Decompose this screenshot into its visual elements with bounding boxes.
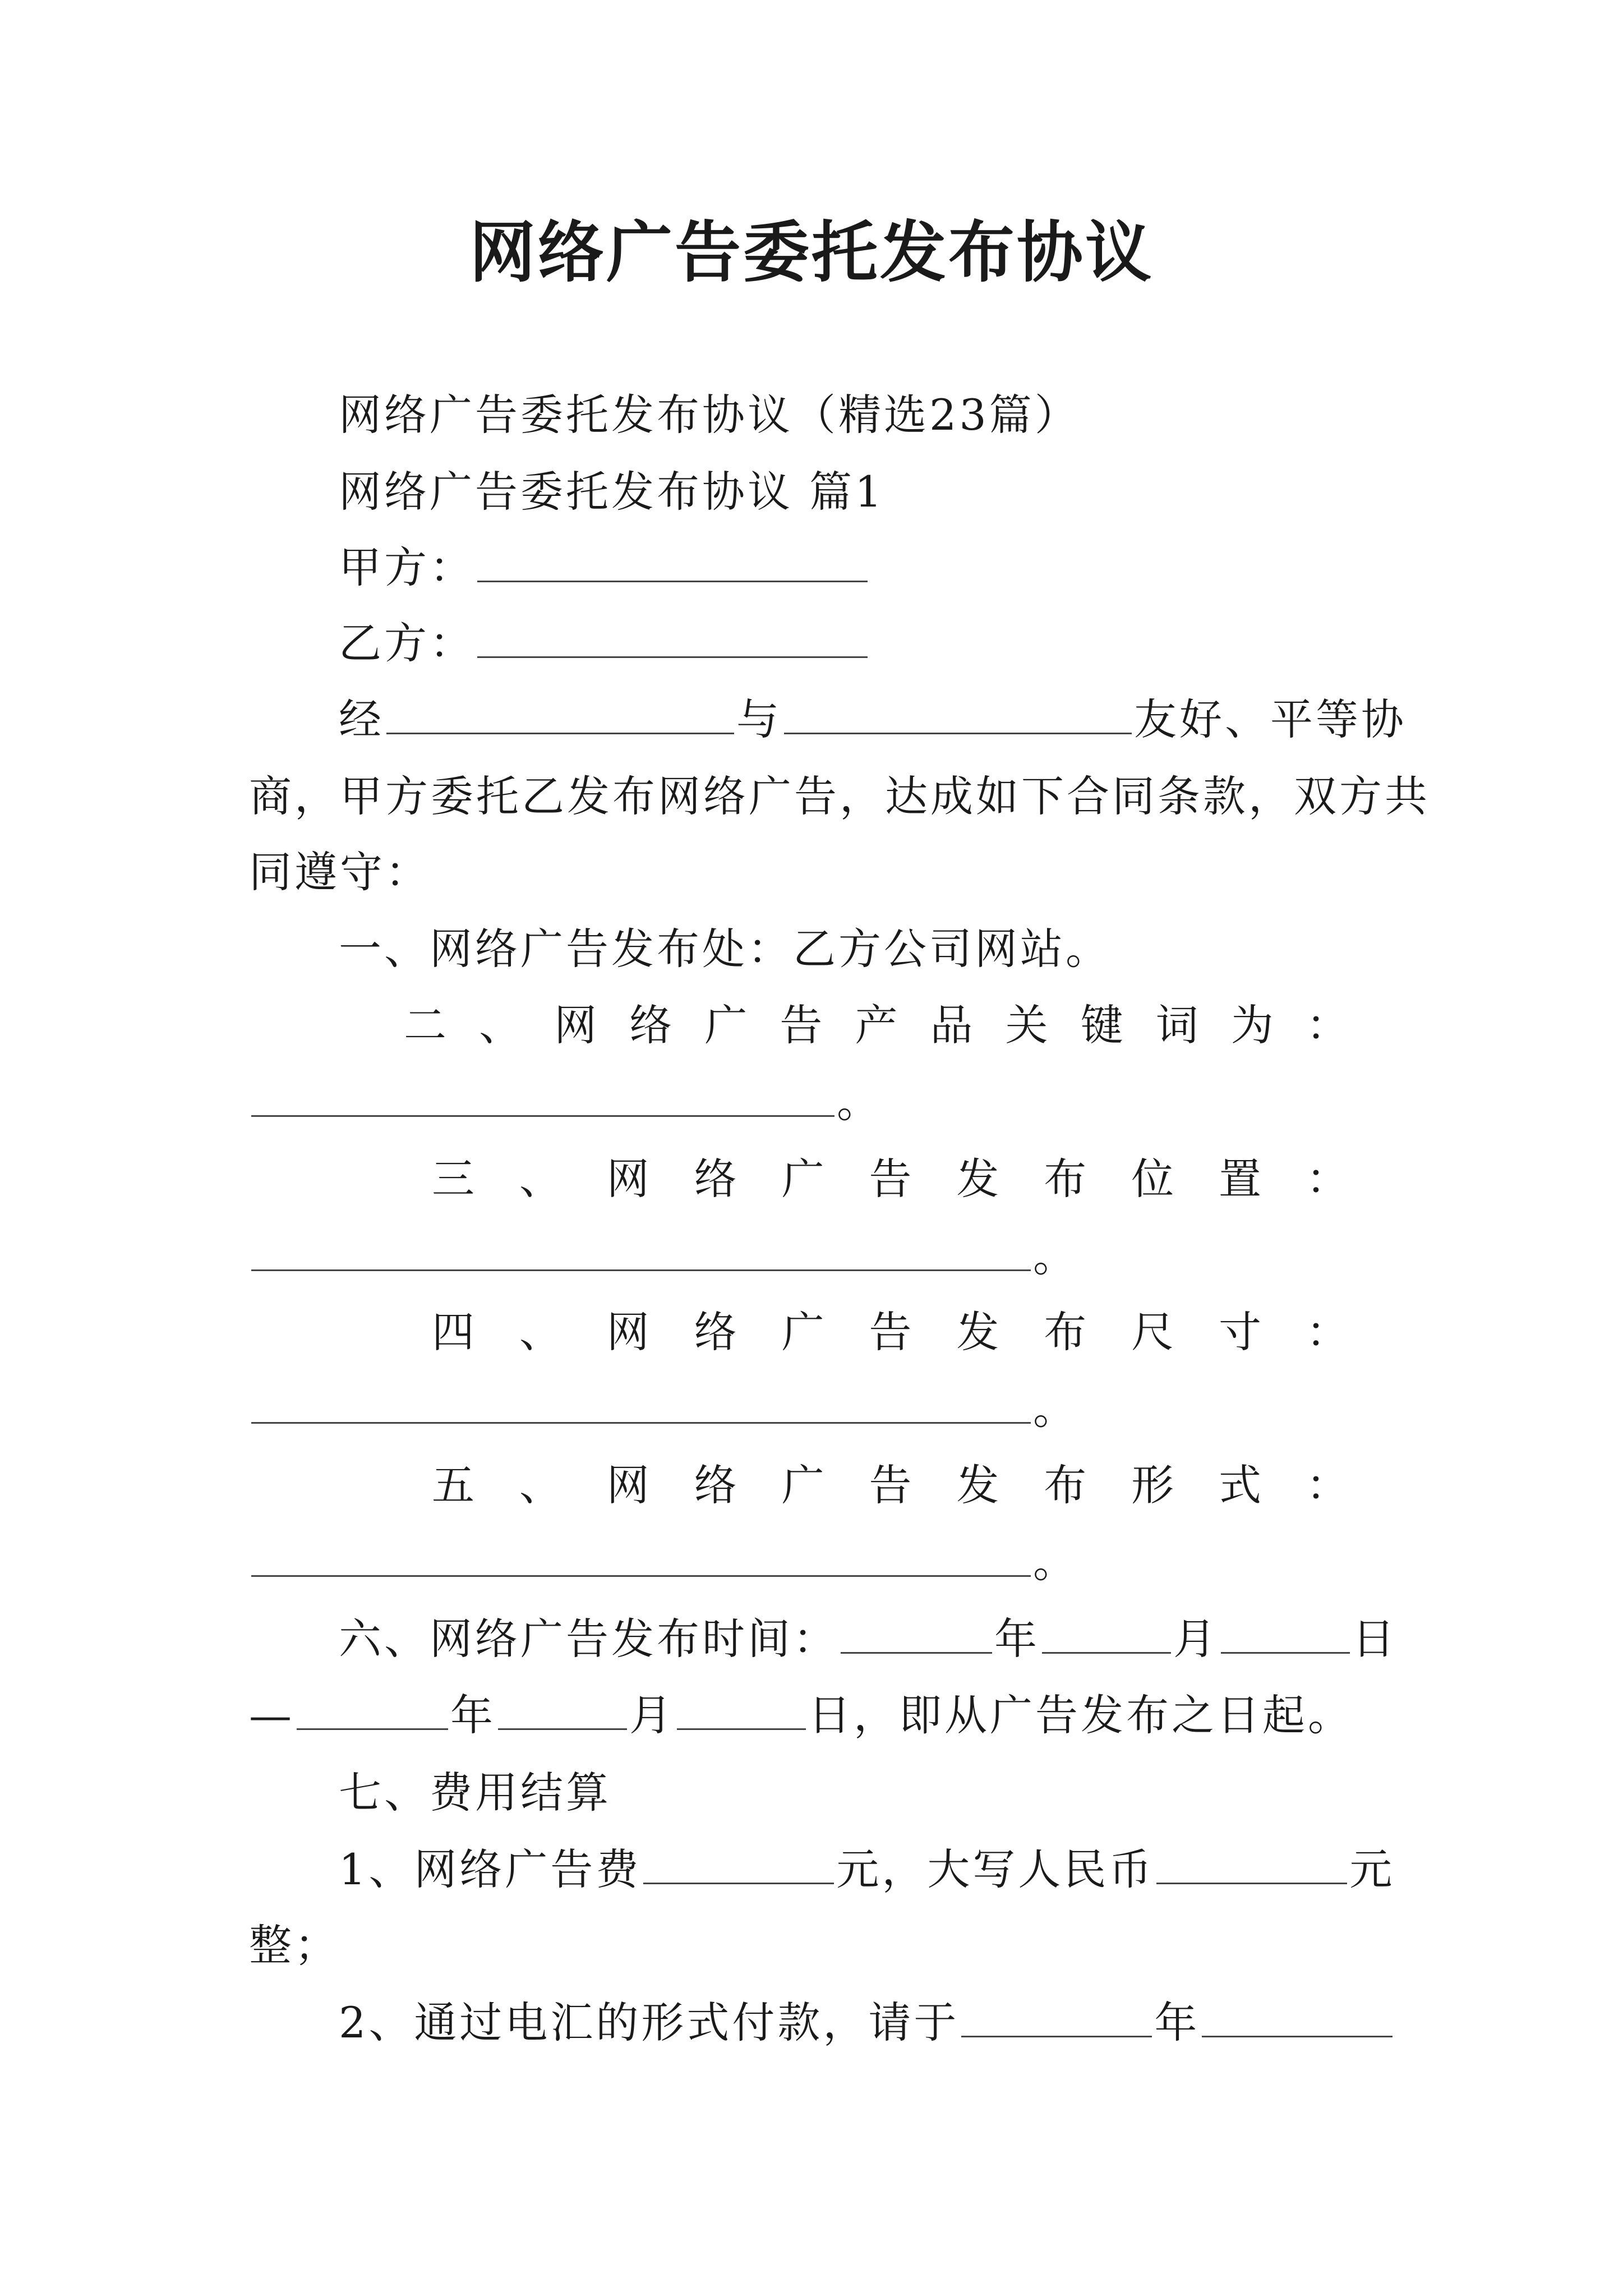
- end-year-blank[interactable]: [297, 1690, 448, 1730]
- end-day-blank[interactable]: [677, 1690, 806, 1730]
- subtitle: 网络广告委托发布协议（精选23篇）: [339, 390, 1080, 440]
- start-month-blank[interactable]: [1042, 1614, 1171, 1654]
- clause-6-line-2: [249, 1687, 1382, 1743]
- clause-heading-char: 形: [1131, 1460, 1177, 1510]
- clause-heading-char: 产: [855, 1000, 901, 1050]
- intro-line-2: 商，甲方委托乙发布网络广告，达成如下合同条款，双方共: [249, 771, 1430, 821]
- clause-3-fill: [249, 1228, 1382, 1285]
- clause-heading-char: 络: [694, 1154, 740, 1204]
- party-a-blank[interactable]: [477, 542, 868, 582]
- clause-heading-char: 广: [704, 1000, 750, 1050]
- clause-heading-char: 尺: [1131, 1307, 1177, 1357]
- end-month-blank[interactable]: [498, 1690, 627, 1730]
- clause-heading-char: 键: [1080, 1000, 1126, 1050]
- intro-blank-1[interactable]: [386, 694, 734, 734]
- intro-line-3: 同遵守：: [249, 847, 431, 897]
- clause-heading-char: 品: [930, 1000, 976, 1050]
- yuan-text: 元: [1349, 1844, 1395, 1894]
- month-text: 月: [1173, 1614, 1219, 1664]
- clause-heading-char: ：: [1306, 1154, 1352, 1204]
- clause-heading-char: 式: [1219, 1460, 1265, 1510]
- party-b-blank[interactable]: [477, 618, 868, 658]
- party-b-line: [339, 615, 1472, 671]
- intro-text: 经: [339, 694, 384, 744]
- clause-heading-char: 五: [432, 1460, 477, 1510]
- clause-heading-char: 络: [694, 1307, 740, 1357]
- year-text: 年: [1154, 1998, 1200, 2047]
- clause-heading-char: 置: [1219, 1154, 1265, 1204]
- clause-6-label: 六、网络广告发布时间：: [339, 1614, 838, 1664]
- clause-5-blank[interactable]: [251, 1537, 1031, 1577]
- fee-uppercase-label: 元，大写人民币: [836, 1844, 1155, 1894]
- section-heading: 网络广告委托发布协议 篇1: [339, 467, 885, 517]
- clause-heading-char: 络: [629, 1000, 675, 1050]
- clause-heading-char: 为: [1230, 1000, 1276, 1050]
- year-text: 年: [994, 1614, 1040, 1664]
- clause-heading-char: 位: [1131, 1154, 1177, 1204]
- clause-heading-char: 广: [781, 1154, 827, 1204]
- clause-heading-char: 发: [956, 1307, 1002, 1357]
- clause-heading-char: 告: [780, 1000, 826, 1050]
- clause-heading-char: 广: [781, 1460, 827, 1510]
- period: 。: [837, 1077, 882, 1127]
- start-day-blank[interactable]: [1221, 1614, 1350, 1654]
- fee-label: 1、网络广告费: [339, 1844, 642, 1894]
- period: 。: [1033, 1537, 1078, 1587]
- clause-heading-char: 络: [694, 1460, 740, 1510]
- intro-text: 友好、平等协: [1134, 694, 1407, 744]
- payment-month-blank[interactable]: [1202, 1998, 1393, 2037]
- period: 。: [1033, 1231, 1078, 1281]
- clause-heading-char: 二: [404, 1000, 449, 1050]
- clause-3-line: [432, 1151, 1352, 1207]
- clause-heading-char: 词: [1155, 1000, 1201, 1050]
- clause-2-blank[interactable]: [251, 1077, 834, 1117]
- clause-heading-char: 广: [781, 1307, 827, 1357]
- month-text: 月: [629, 1690, 675, 1740]
- party-b-label: 乙方：: [339, 618, 475, 668]
- clause-2-fill: [249, 1074, 1382, 1130]
- intro-line-1: [339, 692, 1472, 748]
- start-year-blank[interactable]: [841, 1614, 992, 1654]
- clause-heading-char: 告: [869, 1154, 915, 1204]
- period: 。: [1033, 1384, 1078, 1434]
- clause-4-line: [432, 1304, 1352, 1360]
- day-text: 日: [1352, 1614, 1398, 1664]
- clause-heading-char: 四: [432, 1307, 477, 1357]
- party-a-label: 甲方：: [339, 542, 475, 592]
- clause-heading-char: 告: [869, 1307, 915, 1357]
- clause-heading-char: 、: [479, 1000, 525, 1050]
- party-a-line: [339, 540, 1472, 596]
- clause-heading-char: 、: [519, 1460, 565, 1510]
- clause-3-blank[interactable]: [251, 1231, 1031, 1271]
- clause-6-tail: 日，即从广告发布之日起。: [808, 1690, 1353, 1740]
- clause-heading-char: 、: [519, 1154, 565, 1204]
- clause-6-line-1: [339, 1611, 1472, 1667]
- clause-heading-char: 布: [1044, 1154, 1090, 1204]
- fee-amount-blank[interactable]: [643, 1844, 834, 1884]
- clause-heading-char: ：: [1306, 1000, 1352, 1050]
- clause-5-fill: [249, 1534, 1382, 1590]
- clause-7-heading: 七、费用结算: [339, 1768, 611, 1818]
- payment-label: 2、通过电汇的形式付款，请于: [339, 1998, 960, 2047]
- clause-heading-char: 发: [956, 1154, 1002, 1204]
- year-text: 年: [450, 1690, 496, 1740]
- clause-heading-char: 、: [519, 1307, 565, 1357]
- payment-year-blank[interactable]: [961, 1998, 1152, 2037]
- clause-heading-char: 布: [1044, 1307, 1090, 1357]
- clause-heading-char: 网: [606, 1154, 652, 1204]
- clause-7-1-line: [339, 1842, 1472, 1898]
- clause-2-line: [404, 997, 1352, 1053]
- clause-heading-char: 网: [606, 1460, 652, 1510]
- clause-heading-char: 网: [606, 1307, 652, 1357]
- clause-4-blank[interactable]: [251, 1384, 1031, 1424]
- clause-heading-char: 发: [956, 1460, 1002, 1510]
- clause-heading-char: ：: [1306, 1307, 1352, 1357]
- clause-heading-char: 网: [554, 1000, 600, 1050]
- document-title: 网络广告委托发布协议: [469, 214, 1154, 291]
- fee-uppercase-blank[interactable]: [1156, 1844, 1347, 1884]
- clause-heading-char: 寸: [1219, 1307, 1265, 1357]
- dash-text: —: [249, 1690, 294, 1740]
- clause-heading-char: 告: [869, 1460, 915, 1510]
- clause-heading-char: 关: [1005, 1000, 1051, 1050]
- clause-7-2-line: [339, 1995, 1472, 2051]
- intro-blank-2[interactable]: [784, 694, 1132, 734]
- clause-heading-char: 布: [1044, 1460, 1090, 1510]
- clause-heading-char: 三: [432, 1154, 477, 1204]
- clause-7-1-cont: 整；: [249, 1920, 340, 1970]
- clause-4-fill: [249, 1381, 1382, 1437]
- clause-1: 一、网络广告发布处：乙方公司网站。: [339, 924, 1111, 974]
- clause-heading-char: ：: [1306, 1460, 1352, 1510]
- clause-5-line: [432, 1457, 1352, 1513]
- intro-text: 与: [736, 694, 782, 744]
